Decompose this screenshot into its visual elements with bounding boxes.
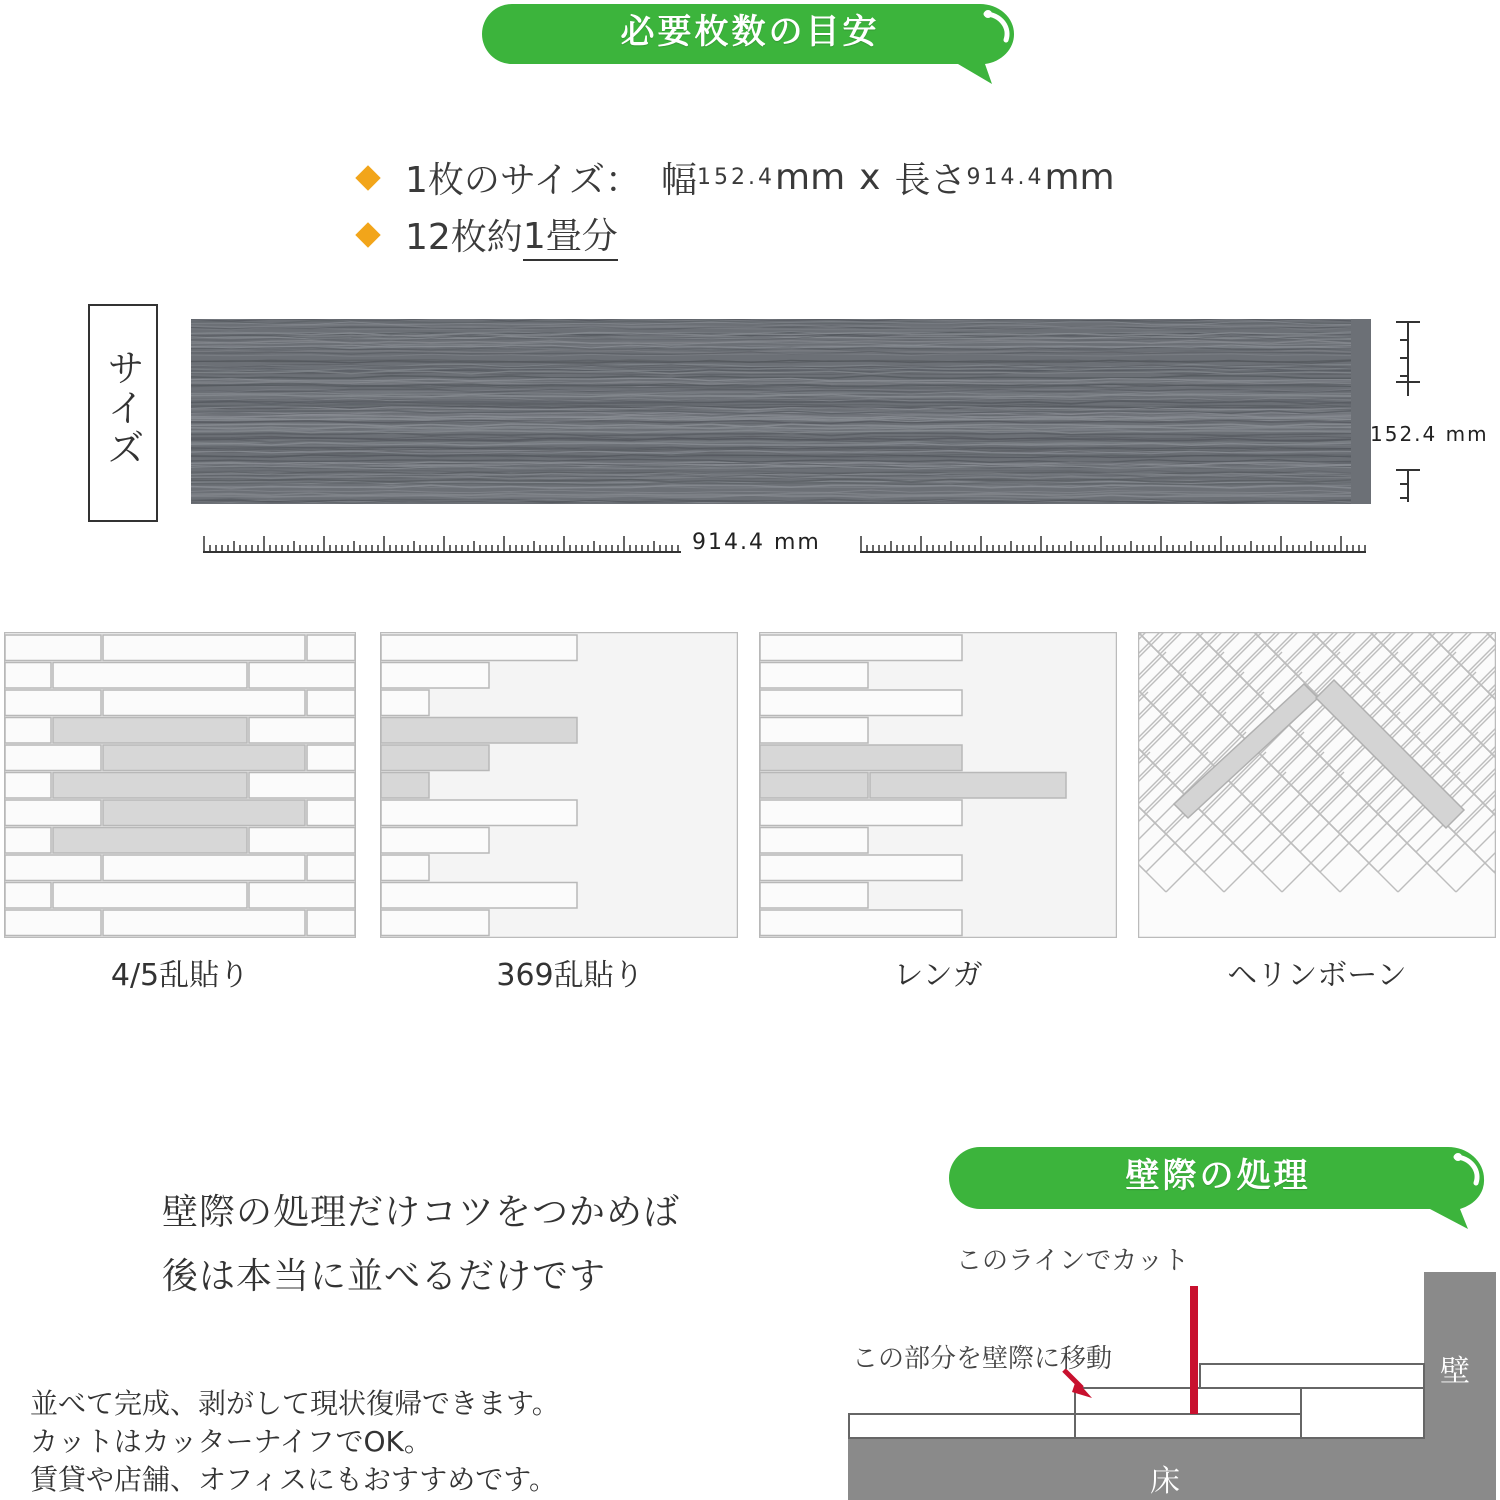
brick-layout-icon	[759, 632, 1117, 938]
length-value: 914.4	[966, 165, 1045, 190]
diamond-bullet-icon	[355, 165, 380, 190]
tip-line-1: 壁際の処理だけコツをつかめば	[162, 1192, 681, 1233]
plank-image	[191, 319, 1371, 504]
spec-size-row	[355, 152, 1115, 203]
wall-banner-title: 壁際の処理	[1125, 1156, 1311, 1196]
times-sign: x	[859, 157, 881, 198]
diamond-bullet-icon	[355, 222, 380, 247]
length-unit: mm	[1044, 157, 1115, 198]
size-prefix: 1枚のサイズ：	[405, 160, 642, 201]
random-45-layout-icon	[4, 632, 356, 938]
cut-line-label: このラインでカット	[956, 1246, 1189, 1276]
size-label-box	[88, 304, 158, 522]
pattern-caption-brick: レンガ	[893, 958, 983, 993]
spec-count-row	[355, 208, 618, 261]
floor-label: 床	[1150, 1464, 1180, 1499]
note-line-1: 並べて完成、剥がして現状復帰できます。	[30, 1387, 560, 1420]
note-line-3: 賃貸や店舗、オフィスにもおすすめです。	[30, 1463, 557, 1496]
width-ruler-left-icon	[203, 532, 683, 554]
wall-label: 壁	[1440, 1354, 1470, 1389]
height-ruler-icon	[1394, 320, 1424, 505]
width-unit: mm	[775, 157, 846, 198]
size-label: サイズ	[100, 348, 145, 468]
random-369-layout-icon	[380, 632, 738, 938]
height-dimension: 152.4 mm	[1370, 422, 1489, 446]
pattern-caption-herringbone: ヘリンボーン	[1227, 958, 1407, 993]
pattern-caption-random45: 4/5乱貼り	[110, 958, 250, 993]
header-banner-title: 必要枚数の目安	[620, 12, 880, 52]
note-line-2: カットはカッターナイフでOK。	[30, 1425, 432, 1458]
move-part-label: この部分を壁際に移動	[852, 1344, 1113, 1374]
cut-line	[1190, 1286, 1198, 1414]
width-value: 152.4	[697, 165, 776, 190]
pattern-caption-random369: 369乱貼り	[496, 958, 644, 993]
width-dimension: 914.4 mm	[692, 530, 821, 555]
width-label: 幅	[661, 160, 698, 201]
tip-line-2: 後は本当に並べるだけです	[162, 1256, 607, 1297]
count-prefix: 12枚約	[405, 217, 523, 258]
width-ruler-right-icon	[860, 532, 1368, 554]
wood-grain-texture	[191, 319, 1371, 504]
count-value: 1畳分	[523, 208, 618, 261]
herringbone-layout-icon	[1138, 632, 1496, 938]
length-label: 長さ	[894, 160, 967, 201]
